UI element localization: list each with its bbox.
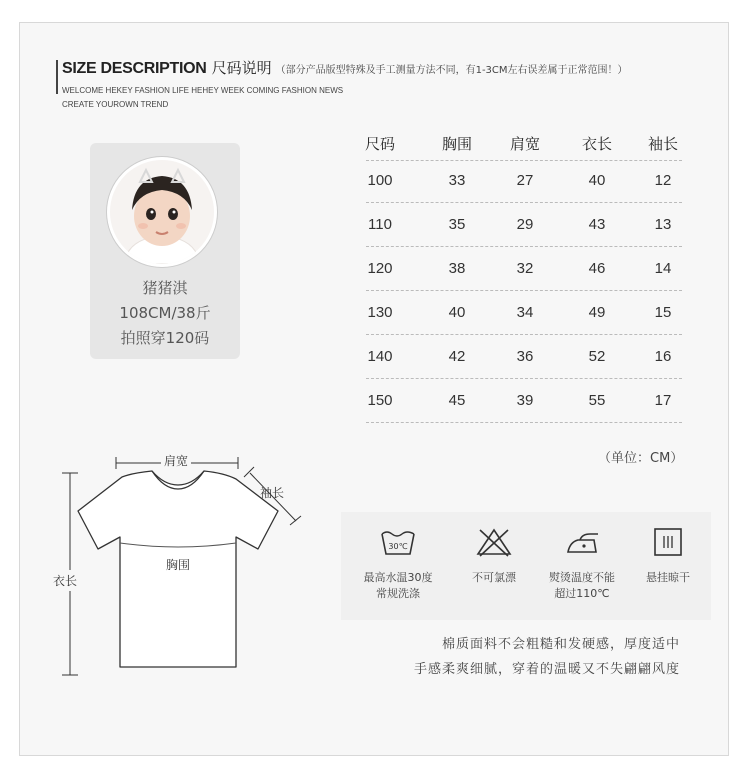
table-cell: 49 — [588, 304, 606, 321]
table-cell: 35 — [448, 216, 466, 233]
title-english: SIZE DESCRIPTION — [62, 60, 207, 77]
table-cell: 150 — [367, 392, 393, 409]
table-cell: 16 — [654, 348, 672, 365]
svg-text:30℃: 30℃ — [388, 542, 408, 551]
care-item — [353, 526, 443, 602]
table-cell: 100 — [367, 172, 393, 189]
table-cell: 17 — [654, 392, 672, 409]
table-cell: 33 — [448, 172, 466, 189]
model-wearing-size: 拍照穿120码 — [120, 329, 210, 347]
care-label: 悬挂晾干 — [646, 571, 690, 584]
table-header-row — [358, 133, 683, 157]
model-card — [90, 143, 240, 359]
title-chinese: 尺码说明 — [211, 59, 272, 77]
hang-dry-icon — [648, 526, 688, 558]
iron-icon — [562, 526, 602, 558]
body-length-label: 衣长 — [53, 570, 77, 591]
care-item — [449, 526, 539, 586]
model-photo — [107, 157, 217, 267]
table-divider — [366, 334, 682, 335]
table-cell: 14 — [654, 260, 672, 277]
header-title-row — [62, 57, 628, 78]
table-header-cell: 胸围 — [441, 135, 472, 153]
table-cell: 40 — [448, 304, 466, 321]
subtitle-line-1: WELCOME HEKEY FASHION LIFE HEHEY WEEK COMING FASHION NEWS — [62, 86, 344, 95]
sleeve-length-label: 袖长 — [260, 486, 285, 500]
table-cell: 34 — [516, 304, 534, 321]
table-cell: 120 — [367, 260, 393, 277]
table-row — [358, 172, 683, 196]
care-label: 不可氯漂 — [472, 571, 516, 584]
table-cell: 40 — [588, 172, 606, 189]
care-item — [623, 526, 713, 586]
table-cell: 13 — [654, 216, 672, 233]
table-divider — [366, 422, 682, 423]
no-bleach-icon — [474, 526, 514, 558]
table-cell: 43 — [588, 216, 606, 233]
model-name: 猪猪淇 — [142, 279, 188, 297]
table-divider — [366, 160, 682, 161]
description-line-2: 手感柔爽细腻，穿着的温暖又不失翩翩风度 — [413, 662, 680, 677]
table-divider — [366, 202, 682, 203]
table-cell: 15 — [654, 304, 672, 321]
table-cell: 36 — [516, 348, 534, 365]
table-header-cell: 肩宽 — [509, 135, 540, 153]
table-header-cell: 衣长 — [581, 135, 612, 153]
table-cell: 12 — [654, 172, 672, 189]
table-cell: 55 — [588, 392, 606, 409]
table-divider — [366, 290, 682, 291]
table-cell: 27 — [516, 172, 534, 189]
table-row — [358, 348, 683, 372]
unit-label: （单位：CM） — [598, 451, 684, 466]
care-label: 熨烫温度不能 超过110℃ — [549, 571, 615, 600]
table-cell: 52 — [588, 348, 606, 365]
table-cell: 140 — [367, 348, 393, 365]
care-item — [537, 526, 627, 602]
description-line-1: 棉质面料不会粗糙和发硬感，厚度适中 — [441, 637, 680, 652]
table-divider — [366, 246, 682, 247]
table-cell: 42 — [448, 348, 466, 365]
table-row — [358, 304, 683, 328]
header-accent-bar — [56, 60, 58, 94]
table-row — [358, 260, 683, 284]
table-cell: 45 — [448, 392, 466, 409]
wash-30-icon — [378, 526, 418, 558]
table-cell: 29 — [516, 216, 534, 233]
table-row — [358, 392, 683, 416]
table-cell: 130 — [367, 304, 393, 321]
table-cell: 110 — [368, 216, 392, 233]
care-label: 最高水温30度 常规洗涤 — [363, 571, 433, 600]
table-cell: 39 — [516, 392, 534, 409]
shoulder-width-label: 肩宽 — [161, 452, 191, 469]
subtitle-line-2: CREATE YOUROWN TREND — [62, 100, 169, 109]
title-note: （部分产品版型特殊及手工测量方法不同，有1-3CM左右误差属于正常范围！） — [275, 65, 628, 76]
care-instructions — [341, 512, 711, 620]
table-cell: 32 — [516, 260, 534, 277]
table-row — [358, 216, 683, 240]
table-cell: 46 — [588, 260, 606, 277]
table-divider — [366, 378, 682, 379]
table-header-cell: 尺码 — [364, 135, 395, 153]
table-header-cell: 袖长 — [647, 135, 678, 153]
chest-label: 胸围 — [166, 558, 191, 572]
model-stats: 108CM/38斤 — [119, 304, 211, 322]
table-cell: 38 — [448, 260, 466, 277]
